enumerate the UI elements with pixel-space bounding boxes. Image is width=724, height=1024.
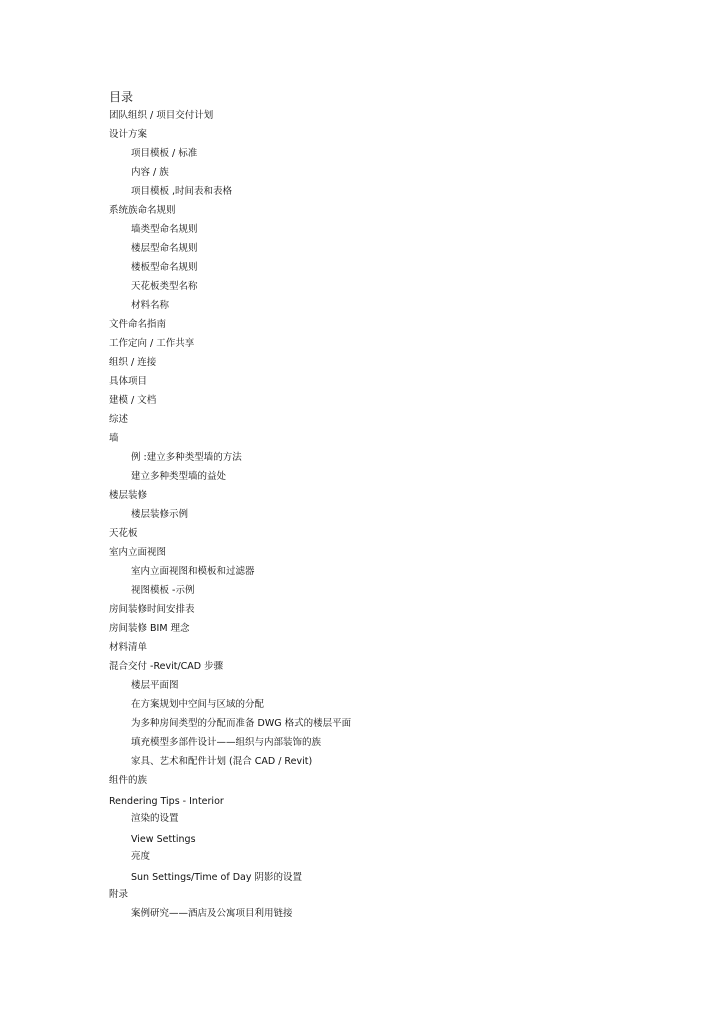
toc-section: 楼层装修	[109, 490, 148, 501]
toc-section: 室内立面视图	[109, 547, 167, 558]
toc-section: 组织 / 连接	[109, 357, 157, 368]
toc-section: 材料清单	[109, 642, 148, 653]
toc-section: 墙	[109, 433, 119, 444]
toc-subsection: 天花板类型名称	[131, 281, 198, 292]
toc-subsection: 填充模型多部件设计——组织与内部装饰的族	[131, 737, 322, 748]
toc-section: 房间装修时间安排表	[109, 604, 195, 615]
toc-subsection: 项目模板 / 标准	[131, 148, 198, 159]
toc-subsection: 墙类型命名规则	[131, 224, 198, 235]
toc-section: 组件的族	[109, 775, 148, 786]
toc-subsection: 在方案规划中空间与区域的分配	[131, 699, 265, 710]
toc-subsection: 楼板型命名规则	[131, 262, 198, 273]
toc-subsection: 楼层型命名规则	[131, 243, 198, 254]
toc-subsection: 材料名称	[131, 300, 170, 311]
toc-subsection: 家具、艺术和配件计划 (混合 CAD / Revit)	[131, 756, 313, 767]
toc-section: 附录	[109, 889, 129, 900]
toc-section: 设计方案	[109, 129, 148, 140]
toc-subsection: 内容 / 族	[131, 167, 169, 178]
toc-section: 文件命名指南	[109, 319, 167, 330]
toc-subsection: 渲染的设置	[131, 813, 179, 824]
toc-section: 房间装修 BIM 理念	[109, 623, 190, 634]
toc-subsection: 楼层平面图	[131, 680, 179, 691]
toc-section: 系统族命名规则	[109, 205, 176, 216]
toc-section: 综述	[109, 414, 129, 425]
page-title: 目录	[109, 90, 134, 104]
toc-section: 团队组织 / 项目交付计划	[109, 110, 214, 121]
toc-subsection: 亮度	[131, 851, 151, 862]
toc-subsection: 例 :建立多种类型墙的方法	[131, 452, 242, 463]
toc-section: 建模 / 文档	[109, 395, 157, 406]
toc-section: 具体项目	[109, 376, 148, 387]
toc-subsection: 楼层装修示例	[131, 509, 189, 520]
toc-subsection: View Settings	[131, 834, 196, 845]
toc-subsection: 室内立面视图和模板和过滤器	[131, 566, 255, 577]
toc-subsection: 建立多种类型墙的益处	[131, 471, 227, 482]
toc-section: 天花板	[109, 528, 138, 539]
toc-section: Rendering Tips - Interior	[109, 796, 224, 807]
toc-section: 工作定向 / 工作共享	[109, 338, 195, 349]
toc-subsection: Sun Settings/Time of Day 阴影的设置	[131, 872, 302, 883]
toc-section: 混合交付 -Revit/CAD 步骤	[109, 661, 224, 672]
toc-subsection: 为多种房间类型的分配而准备 DWG 格式的楼层平面	[131, 718, 352, 729]
toc-subsection: 案例研究——酒店及公寓项目利用链接	[131, 908, 293, 919]
toc-subsection: 视图模板 -示例	[131, 585, 195, 596]
toc-subsection: 项目模板 ,时间表和表格	[131, 186, 233, 197]
